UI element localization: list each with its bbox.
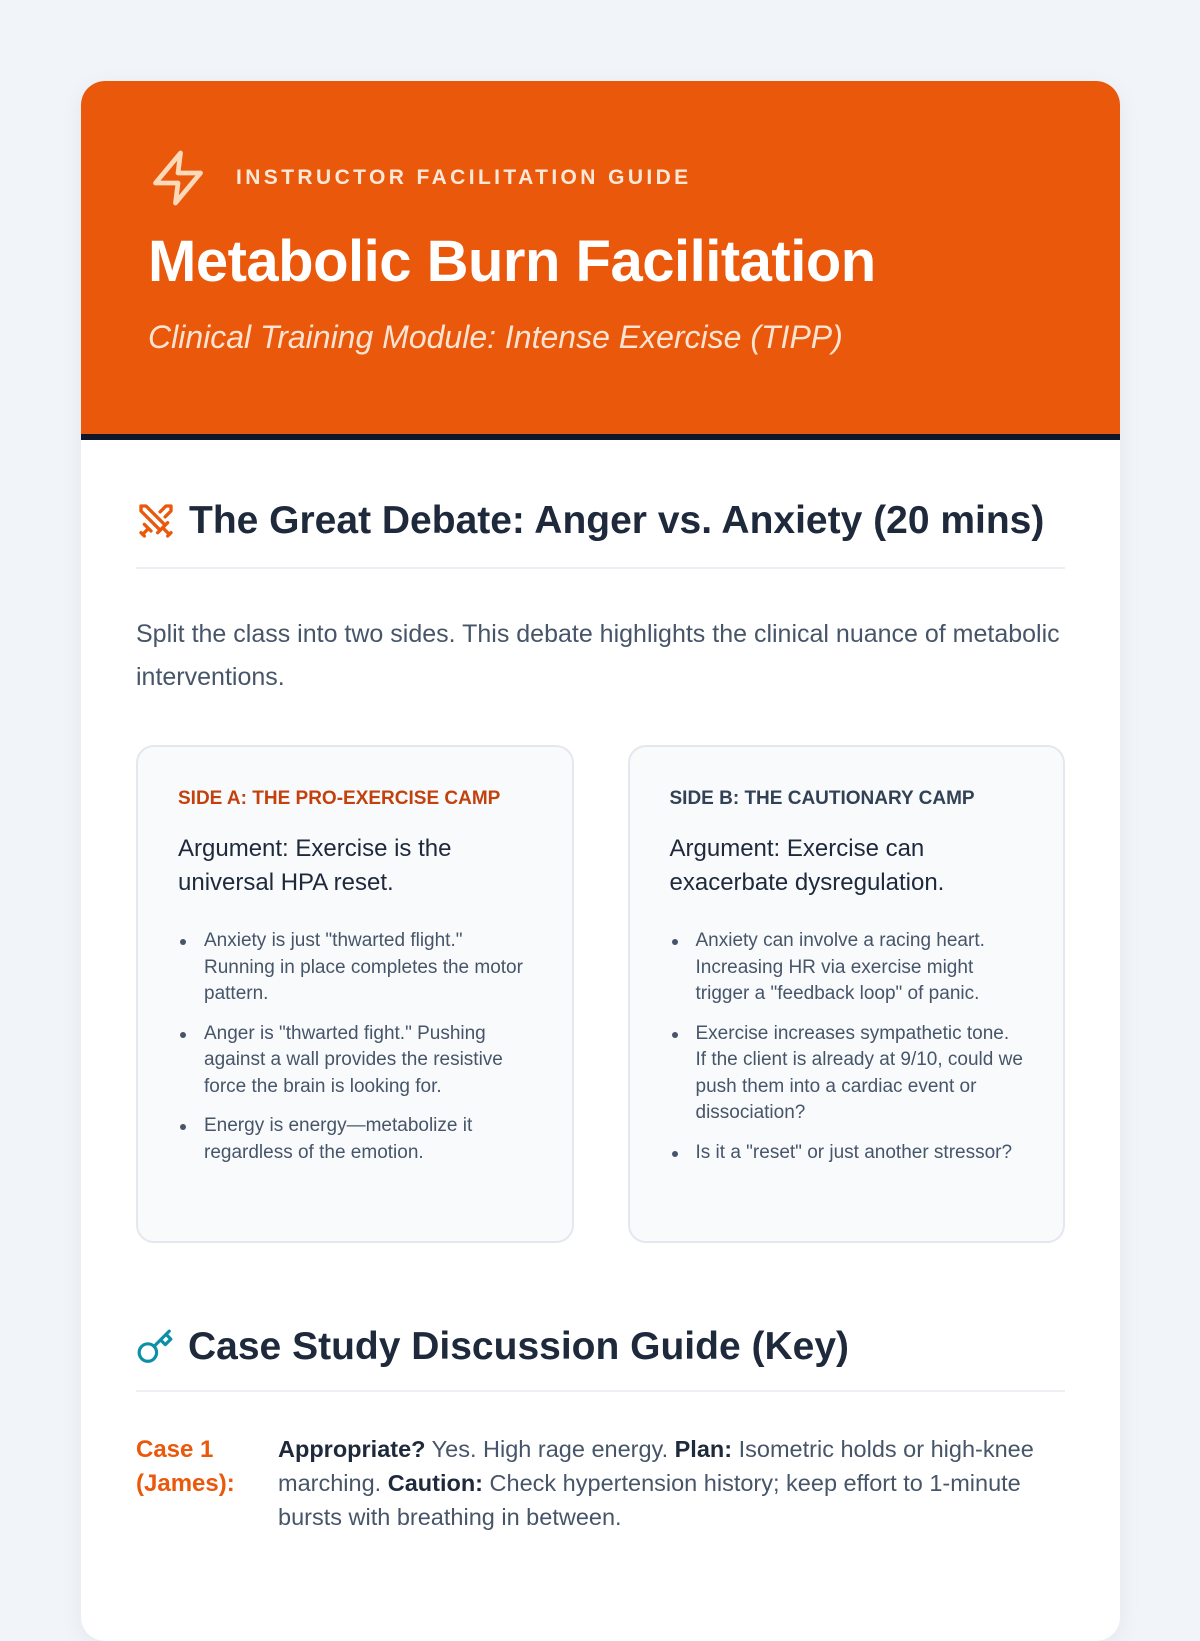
debate-sides [136, 745, 1065, 1243]
page-subtitle: Clinical Training Module: Intense Exercise (TIPP) [148, 319, 843, 355]
guide-card [81, 81, 1120, 1641]
caution-label: Caution: [387, 1470, 484, 1496]
plan-text: Isometric holds or high-knee marching. [278, 1436, 1034, 1496]
lightning-bolt-icon [148, 147, 208, 209]
caution-text: Check hypertension history; keep effort to 1-minute bursts with breathing in between. [278, 1470, 1021, 1530]
side-a-card [136, 745, 574, 1243]
list-item: Is it a "reset" or just another stressor? [670, 1140, 1024, 1167]
side-b-label: SIDE B: THE CAUTIONARY CAMP [669, 788, 975, 809]
side-a-points [178, 928, 532, 1166]
crossed-swords-icon [136, 501, 176, 541]
side-a-label: SIDE A: THE PRO-EXERCISE CAMP [178, 788, 501, 809]
eyebrow-row [148, 147, 1053, 209]
key-icon [136, 1328, 174, 1366]
list-item: Anger is "thwarted fight." Pushing against a wall provides the resistive force the brain is looking for. [178, 1021, 532, 1101]
side-b-points [670, 928, 1024, 1166]
side-b-card [628, 745, 1066, 1243]
cases-section-header [136, 1320, 1065, 1392]
hero-header [81, 81, 1120, 440]
side-b-argument: Argument: Exercise can exacerbate dysregulation. [669, 835, 945, 896]
plan-label: Plan: [674, 1436, 733, 1462]
case-body [278, 1432, 1053, 1534]
appropriate-label: Appropriate? [278, 1436, 426, 1462]
page-title: Metabolic Burn Facilitation [148, 229, 876, 294]
debate-section-header [136, 494, 1065, 569]
list-item: Anxiety is just "thwarted flight." Running in place completes the motor pattern. [178, 928, 532, 1008]
debate-intro: Split the class into two sides. This debate highlights the clinical nuance of metabolic interventions. [136, 620, 1060, 691]
appropriate-text: Yes. High rage energy. [425, 1436, 675, 1462]
eyebrow-label: INSTRUCTOR FACILITATION GUIDE [236, 166, 692, 189]
debate-heading: The Great Debate: Anger vs. Anxiety (20 mins) [189, 499, 1045, 542]
list-item: Exercise increases sympathetic tone. If the client is already at 9/10, could we push them into a cardiac event or dissociation? [670, 1021, 1024, 1127]
main-content [81, 494, 1120, 1534]
list-item: Energy is energy—metabolize it regardless of the emotion. [178, 1113, 532, 1166]
list-item: Anxiety can involve a racing heart. Increasing HR via exercise might trigger a "feedback loop" of panic. [670, 928, 1024, 1008]
case-label: Case 1 (James): [136, 1436, 235, 1497]
side-a-argument: Argument: Exercise is the universal HPA reset. [178, 835, 452, 896]
case-row [136, 1432, 1065, 1534]
cases-heading: Case Study Discussion Guide (Key) [188, 1325, 850, 1368]
